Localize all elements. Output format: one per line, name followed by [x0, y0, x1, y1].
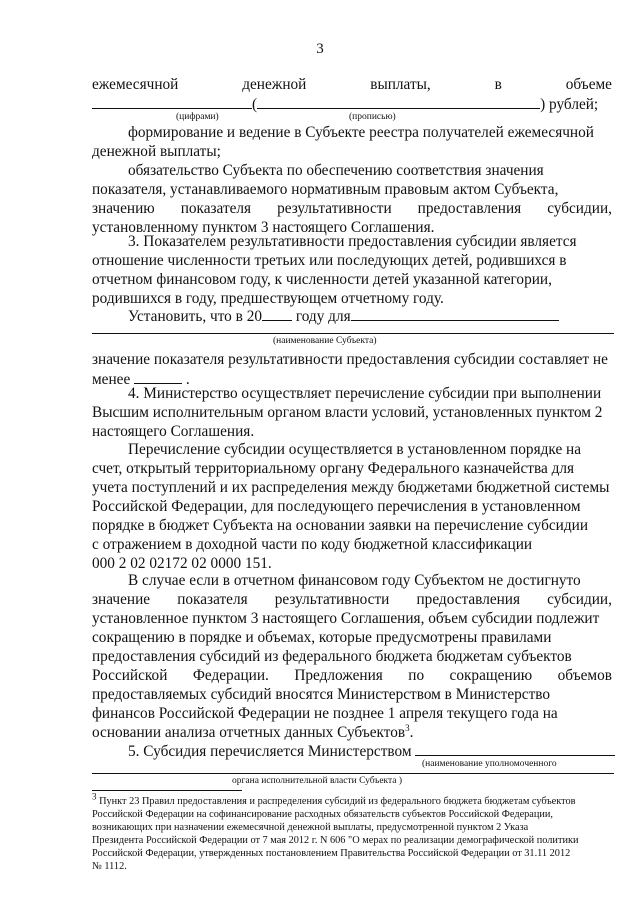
- subject-name-line: [92, 333, 614, 334]
- label-authorized: (наименование уполномоченного: [422, 759, 557, 769]
- word: показателя: [180, 200, 252, 217]
- text-line: [92, 75, 612, 94]
- page-number: 3: [316, 41, 324, 57]
- word: предоставления: [417, 200, 522, 217]
- text-line: Высшим исполнительным органом власти условий, установленных пунктом 2: [92, 404, 603, 421]
- text-line: с отражением в доходной части по коду бюджетной классификации: [92, 536, 533, 553]
- word: результативности: [277, 200, 392, 217]
- text-line: финансов Российской Федерации не позднее 1 апреля текущего года на: [92, 705, 558, 722]
- footnote-line: Президента Российской Федерации от 7 мая 2012 г. N 606 "О мерах по реализации демографической политики: [92, 835, 579, 846]
- text-segment: Установить, что в 20: [128, 308, 262, 325]
- text-line: Российской Федерации, для последующего перечисления в установленном: [92, 498, 581, 515]
- word: объемов: [557, 667, 612, 684]
- year-blank: [262, 306, 292, 321]
- label-digits: (цифрами): [176, 112, 219, 122]
- text-line: [92, 590, 612, 609]
- word: в: [494, 76, 502, 93]
- text-line: сокращению в порядке и объемах, которые предусмотрены правилами: [92, 629, 552, 646]
- word: показателя: [177, 591, 248, 608]
- footnote-line: возникающих при назначении ежемесячной денежной выплаты, предусмотренной пунктом 2 Указа: [92, 822, 529, 833]
- text-line: обязательство Субъекта по обеспечению соответствия значения: [128, 162, 544, 179]
- text-line: показателя, устанавливаемого нормативным правовым актом Субъекта,: [92, 181, 559, 198]
- word: объеме: [565, 76, 612, 93]
- text-line: 4. Министерство осуществляет перечисление субсидии при выполнении: [128, 385, 602, 402]
- text-line: [92, 723, 612, 742]
- word: субсидии,: [547, 200, 612, 217]
- paren-open: (: [252, 96, 258, 113]
- authority-blank: [415, 741, 615, 756]
- text-segment: .: [409, 724, 414, 741]
- text-line: предоставляемых субсидий вносятся Министерством в Министерство: [92, 686, 551, 703]
- text-line: 3. Показателем результативности предоставления субсидии является: [128, 233, 577, 250]
- text-line: родившихся в году, предшествующем отчетному году.: [92, 290, 444, 307]
- word: значение: [92, 591, 151, 608]
- word: Российской: [92, 667, 168, 684]
- authority-name-line: [92, 773, 614, 774]
- text-line: Перечисление субсидии осуществляется в установленном порядке на: [128, 441, 582, 458]
- text-line: счет, открытый территориальному органу Федерального казначейства для: [92, 460, 575, 477]
- text-line: [92, 666, 612, 685]
- word: Федерации.: [192, 667, 269, 684]
- text-line: отношение численности третьих или последующих детей, родившихся в: [92, 252, 567, 269]
- word: субсидии,: [547, 591, 612, 608]
- word: значению: [92, 200, 155, 217]
- text-segment: .: [185, 371, 190, 388]
- text-segment: основании анализа отчетных данных Субъектов: [92, 724, 406, 741]
- text-line: В случае если в отчетном финансовом году Субъектом не достигнуто: [128, 572, 581, 589]
- footnote-mark: 3: [92, 791, 97, 802]
- text-line: отчетном финансовом году, к численности детей указанной категории,: [92, 271, 552, 288]
- text-line: [128, 741, 612, 761]
- rubles-label: ) рублей;: [540, 96, 599, 113]
- footnote-ref: 3: [405, 722, 410, 733]
- footnote-separator: [92, 790, 242, 791]
- text-line: денежной выплаты;: [92, 143, 221, 160]
- footnote-text: Пункт 23 Правил предоставления и распределения субсидий из федерального бюджета бюджетам субъектов: [96, 796, 576, 807]
- amount-words-blank: [257, 94, 540, 109]
- amount-line: [92, 94, 612, 114]
- word: по: [408, 667, 425, 684]
- word: ежемесячной: [92, 76, 179, 93]
- text-line: учета поступлений и их распределения между бюджетами бюджетной системы: [92, 479, 610, 496]
- text-segment: 5. Субсидия перечисляется Министерством: [128, 743, 412, 760]
- subject-blank: [351, 306, 559, 321]
- word: результативности: [274, 591, 390, 608]
- word: сокращению: [449, 667, 533, 684]
- text-line: установленное пунктом 3 настоящего Соглашения, объем субсидии подлежит: [92, 610, 600, 627]
- word: денежной: [242, 76, 307, 93]
- label-subject: (наименование Субъекта): [273, 336, 377, 346]
- label-authority: органа исполнительной власти Субъекта ): [232, 776, 403, 786]
- text-line: установленному пунктом 3 настоящего Соглашения.: [92, 219, 435, 236]
- word: выплаты,: [370, 76, 431, 93]
- word: предоставления: [416, 591, 521, 608]
- text-line: [128, 306, 612, 326]
- value-blank: [134, 369, 182, 384]
- word: Предложения: [294, 667, 383, 684]
- text-line: формирование и ведение в Субъекте реестра получателей ежемесячной: [128, 124, 594, 141]
- amount-digits-blank: [92, 94, 252, 109]
- footnote-line: Российской Федерации, утвержденных постановлением Правительства Российской Федерации от 31.11 2012: [92, 848, 571, 859]
- text-line: порядке в бюджет Субъекта на основании заявки на перечисление субсидии: [92, 517, 589, 534]
- text-line: значение показателя результативности предоставления субсидии составляет не: [92, 351, 608, 368]
- text-line: предоставления субсидий из федерального бюджета бюджетам субъектов: [92, 648, 572, 665]
- footnote-line: [92, 791, 617, 809]
- text-segment: году для: [292, 308, 351, 325]
- footnote-line: Российской Федерации на софинансирование расходных обязательств субъектов Российской Федерации,: [92, 809, 553, 820]
- text-segment: менее: [92, 371, 131, 388]
- text-line: настоящего Соглашения.: [92, 423, 255, 440]
- text-line: 000 2 02 02172 02 0000 151.: [92, 555, 272, 572]
- text-line: [92, 199, 612, 218]
- footnote-line: № 1112.: [92, 861, 127, 872]
- label-words: (прописью): [349, 112, 396, 122]
